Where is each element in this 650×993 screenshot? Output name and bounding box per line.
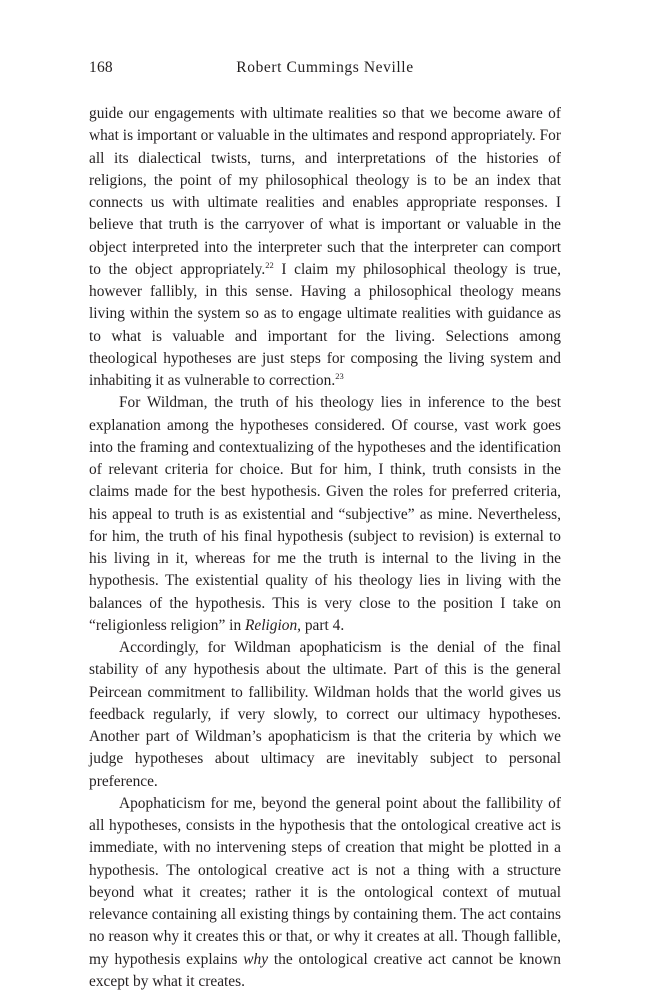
paragraph-text: Accordingly, for Wildman apophaticism is the denial of the final stability of any hypothesis about the ultimate. Part of this is the general Peircean commitment to fallibility. Wildman holds that the world gives us feedback regularly, if very slowly, to correct our ultimacy hypotheses. Another part of Wildman’s apophaticism is that the criteria by which we judge hypotheses about ultimacy are inevitably subject to personal preference.: [89, 639, 561, 790]
running-title: Robert Cummings Neville: [236, 59, 414, 76]
footnote-reference: 23: [335, 371, 344, 381]
paragraph: [89, 793, 561, 993]
paragraph-text: the ontological creative act cannot be known except by what it creates.: [89, 950, 561, 990]
paragraph-text: For Wildman, the truth of his theology lies in inference to the best explanation among the hypotheses considered. Of course, vast work goes into the framing and contextualizing of the hypotheses and the identification of relevant criteria for choice. But for him, I think, truth consists in the claims made for the best hypothesis. Given the roles for preferred criteria, his appeal to truth is as existential and “subjective” as mine. Nevertheless, for him, the truth of his final hypothesis (subject to revision) is external to his living in it, whereas for me the truth is internal to the living in the hypothesis. The existential quality of his theology lies in living with the balances of the hypothesis. This is very close to the position I take on “religionless religion” in: [89, 394, 561, 634]
running-head: [89, 59, 561, 81]
paragraph-text: I claim my philosophical theology is true, however fallibly, in this sense. Having a philosophical theology means living within the system so as to engage ultimate realities with guidance as to what is valuable and important for the living. Selections among theological hypotheses are just steps for composing the living system and inhabiting it as vulnerable to correction.: [89, 260, 561, 389]
italic-text: Religion,: [245, 616, 302, 634]
paragraph-text: Apophaticism for me, beyond the general point about the fallibility of all hypotheses, consists in the hypothesis that the ontological creative act is immediate, with no intervening steps of creation that might be plotted in a hypothesis. The ontological creative act is not a thing with a structure beyond what it creates; rather it is the ontological context of mutual relevance containing all existing things by containing them. The act contains no reason why it creates this or that, or why it creates at all. Though fallible, my hypothesis explains: [89, 794, 561, 968]
paragraph: [89, 637, 561, 793]
paragraph-text: part 4.: [301, 616, 345, 634]
paragraph: [89, 392, 561, 637]
paragraph-text: guide our engagements with ultimate realities so that we become aware of what is important or valuable in the ultimates and respond appropriately. For all its dialectical twists, turns, and interpretations of the histories of religions, the point of my philosophical theology is to be an index that connects us with ultimate realities and enables appropriate responses. I believe that truth is the carryover of what is important or valuable in the object interpreted into the interpreter such that the interpreter can comport to the object appropriately.: [89, 105, 561, 278]
paragraph: [89, 103, 561, 392]
body-text: [89, 103, 561, 993]
footnote-reference: 22: [265, 259, 274, 270]
italic-text: why: [243, 950, 269, 968]
page-number: 168: [89, 59, 113, 76]
